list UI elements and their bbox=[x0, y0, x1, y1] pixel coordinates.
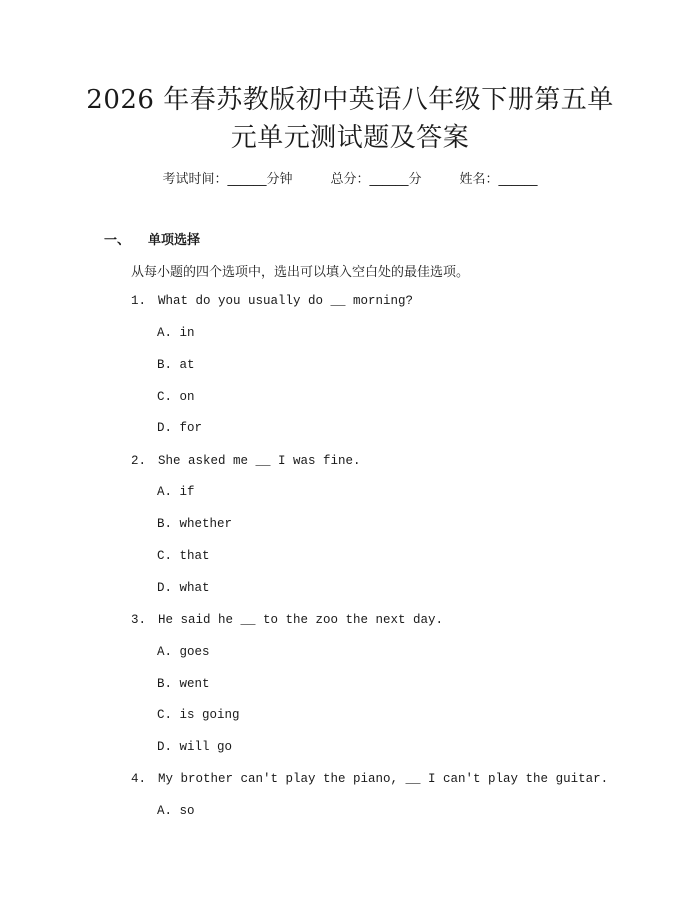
page-title-line-1: 2026 年春苏教版初中英语八年级下册第五单 bbox=[86, 85, 614, 115]
question-1-option-d: D. for bbox=[157, 421, 203, 435]
question-number: 3. bbox=[131, 613, 147, 627]
question-2-option-b: B. whether bbox=[157, 517, 233, 531]
question-text: She asked me __ I was fine. bbox=[158, 454, 361, 468]
question-3-option-c: C. is going bbox=[157, 708, 240, 722]
page-title-line-2: 元单元测试题及答案 bbox=[230, 123, 470, 153]
question-1-option-a: A. in bbox=[157, 326, 195, 340]
question-3-option-a: A. goes bbox=[157, 645, 210, 659]
question-text: My brother can't play the piano, __ I can't play the guitar. bbox=[158, 772, 609, 786]
question-number: 4. bbox=[131, 772, 147, 786]
question-number: 1. bbox=[131, 294, 147, 308]
section-title: 单项选择 bbox=[148, 233, 201, 248]
exam-meta bbox=[0, 168, 700, 187]
question-text: He said he __ to the zoo the next day. bbox=[158, 613, 444, 627]
question-number: 2. bbox=[131, 454, 147, 468]
question-3-option-b: B. went bbox=[157, 677, 210, 691]
question-2-option-d: D. what bbox=[157, 581, 210, 595]
student-name: 姓名：______ bbox=[459, 172, 538, 187]
section-number: 一、 bbox=[104, 233, 131, 248]
exam-total-score: 总分：______分 bbox=[330, 172, 422, 187]
question-2-option-a: A. if bbox=[157, 485, 195, 499]
question-2 bbox=[131, 454, 361, 468]
question-4-option-a: A. so bbox=[157, 804, 195, 818]
question-1-option-b: B. at bbox=[157, 358, 195, 372]
question-1 bbox=[131, 294, 413, 308]
question-2-option-c: C. that bbox=[157, 549, 210, 563]
question-3 bbox=[131, 613, 443, 627]
question-3-option-d: D. will go bbox=[157, 740, 233, 754]
exam-time: 考试时间：______分钟 bbox=[162, 172, 293, 187]
question-text: What do you usually do __ morning? bbox=[158, 294, 414, 308]
section-instructions: 从每小题的四个选项中，选出可以填入空白处的最佳选项。 bbox=[131, 265, 470, 280]
section-heading bbox=[104, 229, 200, 248]
question-1-option-c: C. on bbox=[157, 390, 195, 404]
question-4 bbox=[131, 772, 608, 786]
